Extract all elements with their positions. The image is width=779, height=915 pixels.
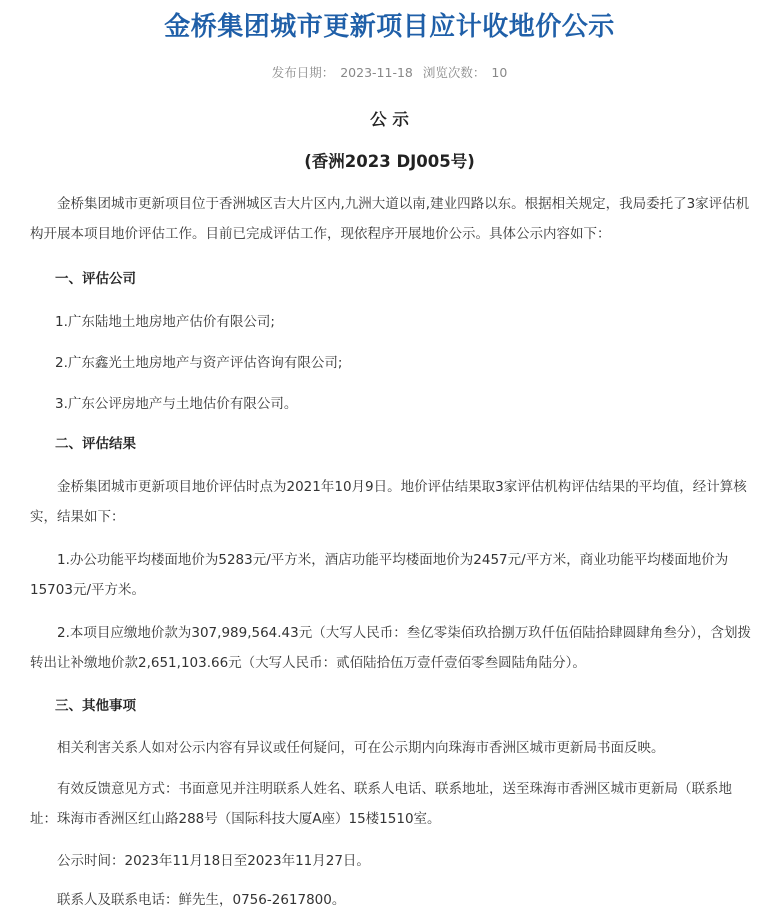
article-title: 金桥集团城市更新项目应计收地价公示	[164, 12, 615, 42]
contact-info: 联系人及联系电话：鲜先生，0756-2617800。	[57, 892, 346, 908]
publish-date: 2023-11-18	[340, 65, 413, 80]
section-title-companies: 一、评估公司	[55, 271, 136, 287]
section-title-other: 三、其他事项	[55, 698, 136, 714]
views-count: 10	[491, 65, 508, 80]
section-title-results: 二、评估结果	[55, 436, 136, 452]
result-item-2: 2.本项目应缴地价款为307,989,564.43元（大写人民币：叁亿零柒佰玖拾捌万玖仟伍佰陆拾肆圆肆角叁分），含划拨转出让补缴地价款2,651,103.66元（大写人民币：贰佰陆拾伍万壹仟壹佰零叁圆陆角陆分）。	[30, 625, 751, 671]
article-meta	[0, 63, 779, 81]
publish-date-label: 发布日期：	[271, 65, 335, 80]
results-intro-paragraph: 金桥集团城市更新项目地价评估时点为2021年10月9日。地价评估结果取3家评估机构评估结果的平均值，经计算核实，结果如下：	[30, 479, 747, 525]
result-item-1: 1.办公功能平均楼面地价为5283元/平方米，酒店功能平均楼面地价为2457元/平方米，商业功能平均楼面地价为15703元/平方米。	[30, 552, 729, 598]
other-item-2: 有效反馈意见方式：书面意见并注明联系人姓名、联系人电话、联系地址，送至珠海市香洲区城市更新局（联系地址：珠海市香洲区红山路288号（国际科技大厦A座）15楼1510室。	[30, 781, 732, 827]
notice-number: (香洲2023 DJ005号)	[304, 152, 475, 171]
intro-paragraph: 金桥集团城市更新项目位于香洲城区吉大片区内,九洲大道以南,建业四路以东。根据相关规定，我局委托了3家评估机构开展本项目地价评估工作。目前已完成评估工作，现依程序开展地价公示。具体公示内容如下：	[30, 196, 750, 242]
company-item-2: 2.广东鑫光土地房地产与资产评估咨询有限公司;	[55, 355, 343, 371]
company-item-1: 1.广东陆地土地房地产估价有限公司;	[55, 314, 275, 330]
publicity-period: 公示时间：2023年11月18日至2023年11月27日。	[57, 853, 370, 869]
company-item-3: 3.广东公评房地产与土地估价有限公司。	[55, 396, 298, 412]
views-label: 浏览次数：	[422, 65, 486, 80]
other-item-1: 相关利害关系人如对公示内容有异议或任何疑问，可在公示期内向珠海市香洲区城市更新局书面反映。	[57, 740, 665, 756]
notice-heading: 公 示	[370, 110, 409, 129]
